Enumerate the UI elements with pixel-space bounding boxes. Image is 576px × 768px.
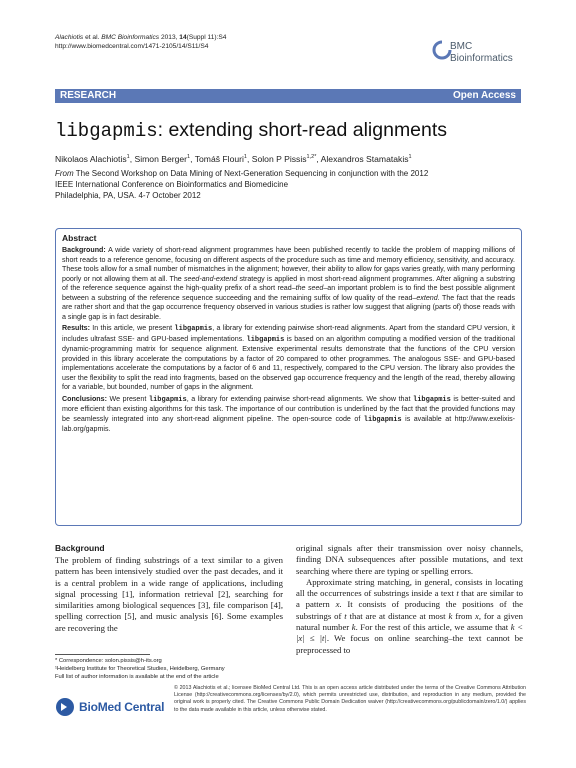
journal-logo-icon xyxy=(432,40,452,60)
open-access-label: Open Access xyxy=(453,90,516,101)
abstract-box xyxy=(55,228,522,526)
license-text: © 2013 Alachiotis et al.; licensee BioMed Central Ltd. This is an open access article distributed under the terms of the Creative Commons Attribution License (http://creativecommons.org/licenses/by/2.0), which permits unrestricted use, distribution, and reproduction in any medium, provided the original work is properly cited. The Creative Commons Public Domain Dedication waiver (http://creativecommons.org/publicdomain/zero/1.0/) applies to the data made available in this article, unless otherwise stated. xyxy=(174,685,526,713)
abstract-results: Results: In this article, we present libgapmis, a library for extending pairwise short-read alignments. Apart from the standard CPU version, it includes ultrafast SSE- and GPU-based implementations. libgapmis is based on an algorithm computing a modified version of the traditional dynamic-programming matrix for sequence alignment. Extensive experimental results demonstrate that the functions of the CPU version provided in this library accelerate the computations by a factor of 20 compared to other programmes. The analogous SSE- and GPU-based implementations accelerate the computations by a factor of 6 and 11, respectively, compared to the CPU version. The library also provides the user the flexibility to split the read into fragments, based on the observed gap occurrence frequency and the length of the read, thereby allowing for a variable, but bounded, number of gaps in the alignment. xyxy=(62,324,515,391)
abstract-heading: Abstract xyxy=(62,233,97,243)
right-column xyxy=(296,543,523,656)
abstract-conclusions: Conclusions: We present libgapmis, a library for extending pairwise short-read alignments. We show that libgapmis is better-suited and more efficient than existing algorithms for this task. The importance of our contribution is underlined by the fact that the provided functions may be seamlessly integrated into any short-read alignment pipeline. The open-source code of libgapmis is available at http://www.exelixis-lab.org/gapmis. xyxy=(62,394,515,433)
abstract-background: Background: A wide variety of short-read alignment programmes have been published recently to tackle the problem of mapping millions of short reads to a reference genome, focusing on different aspects of the procedure such as time and memory efficiency, sensitivity, and accuracy. These tools allow for a small number of mismatches in the alignment; however, their ability to allow for gaps varies greatly, with many performing poorly or not allowing them at all. The seed-and-extend strategy is applied in most short-read alignment programmes. After aligning a substring of the reference sequence against the high-quality prefix of a short read–the seed–an important problem is to find the best possible alignment between a substring of the reference sequence succeeding and the remaining suffix of low quality of the read–extend. The fact that the reads are rather short and that the gap occurrence frequency observed in various studies is rather low suggest that aligning (parts of) those reads with a single gap is in fact desirable. xyxy=(62,246,516,321)
journal-logo xyxy=(432,36,532,78)
publisher-logo xyxy=(55,697,173,717)
left-column xyxy=(55,543,283,634)
author-list: Nikolaos Alachiotis$^1$, Simon Berger$^1$, Tomáš Flouri$^1$, Solon P Pissis$^{1,2*}$, Alexandros Stamatakis$^1$ xyxy=(55,153,412,164)
body-paragraph: Approximate string matching, in general, consists in locating all the occurrences of substrings inside a text t that are similar to a pattern x. It consists of producing the positions of the substrings of t that are at distance at most k from x, for a given natural number k. For the rest of this article, we assume that k < |x| ≤ |t|. We focus on online searching–the text cannot be preprocessed to xyxy=(296,576,524,655)
journal-logo-text: BMC Bioinformatics xyxy=(450,41,513,64)
publisher-logo-text: BioMed Central xyxy=(79,700,165,714)
body-paragraph: original signals after their transmission over noisy channels, finding DNA subsequences after possible mutations, and text searching where there are typing or spelling errors. xyxy=(296,543,523,576)
author: Simon Berger$^1$ xyxy=(134,153,191,164)
header-citation xyxy=(55,33,226,51)
body-paragraph: The problem of finding substrings of a text similar to a given pattern has been intensively studied over the past decades, and it is a central problem in a wide range of applications, including signal processing [1], information retrieval [2], searching for similarities among biological sequences [3], file comparison [4], spelling correction [5], and music analysis [6]. Some examples are recovering the xyxy=(55,555,283,633)
affiliation-note: ¹Heidelberg Institute for Theoretical Studies, Heidelberg, Germany xyxy=(55,666,225,672)
footnotes xyxy=(55,657,283,681)
citation-line: Alachiotis et al. BMC Bioinformatics 2013, 14(Suppl 11):S4 xyxy=(55,34,227,41)
article-type-label: RESEARCH xyxy=(60,90,117,101)
conference-info: From The Second Workshop on Data Mining of Next-Generation Sequencing in conjunction with the 2012 IEEE International Conference on Bioinformatics and Biomedicine Philadelphia, PA, USA. 4-7 October 2012 xyxy=(55,169,429,200)
section-heading-background: Background xyxy=(55,543,105,553)
footnote-divider xyxy=(55,654,150,655)
author: Nikolaos Alachiotis$^1$ xyxy=(55,153,130,164)
author: Tomáš Flouri$^1$ xyxy=(194,153,247,164)
author: Solon P Pissis$^{1,2*}$ xyxy=(251,153,317,164)
article-url[interactable]: http://www.biomedcentral.com/1471-2105/14/S11/S4 xyxy=(55,43,209,50)
author-info-note: Full list of author information is available at the end of the article xyxy=(55,674,219,680)
article-title: libgapmis: extending short-read alignments xyxy=(55,119,448,142)
correspondence-note[interactable]: * Correspondence: solon.pissis@h-its.org xyxy=(55,658,162,664)
article-type-bar xyxy=(55,89,521,103)
author: Alexandros Stamatakis$^1$ xyxy=(320,153,412,164)
biomed-central-icon xyxy=(55,697,77,717)
